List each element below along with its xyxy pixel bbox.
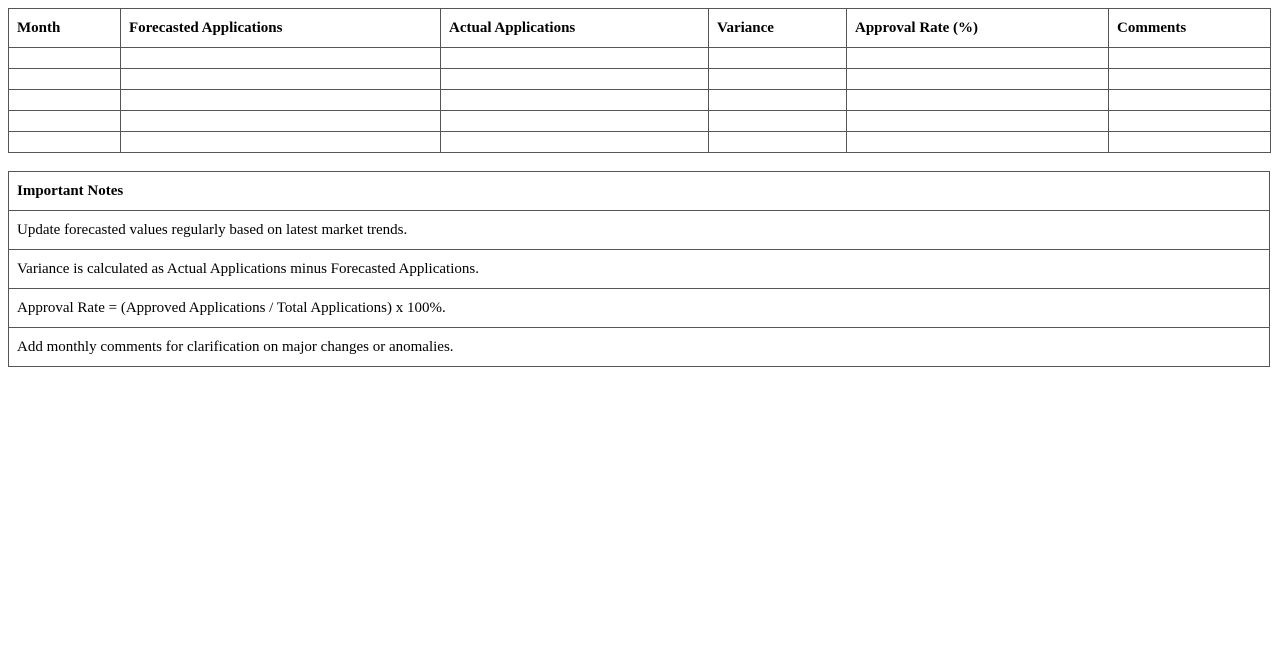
note-row: [9, 289, 1270, 328]
table-row: [9, 111, 1271, 132]
note-row: [9, 328, 1270, 367]
notes-table-header: [9, 172, 1270, 211]
header-row: [9, 9, 1271, 48]
note-item: Variance is calculated as Actual Applications minus Forecasted Applications.: [9, 250, 1270, 289]
cell-comments: [1109, 69, 1271, 90]
cell-variance: [709, 132, 847, 153]
cell-month: [9, 48, 121, 69]
note-row: [9, 250, 1270, 289]
header-actual-applications: Actual Applications: [441, 9, 709, 48]
note-row: [9, 211, 1270, 250]
cell-forecasted-applications: [121, 69, 441, 90]
document: [8, 8, 1270, 367]
table-row: [9, 132, 1271, 153]
notes-table: [8, 171, 1270, 367]
cell-approval-rate: [847, 132, 1109, 153]
cell-approval-rate: [847, 90, 1109, 111]
cell-actual-applications: [441, 69, 709, 90]
cell-forecasted-applications: [121, 48, 441, 69]
cell-variance: [709, 69, 847, 90]
header-variance: Variance: [709, 9, 847, 48]
cell-month: [9, 69, 121, 90]
note-item: Approval Rate = (Approved Applications / Total Applications) x 100%.: [9, 289, 1270, 328]
cell-comments: [1109, 111, 1271, 132]
cell-actual-applications: [441, 132, 709, 153]
table-row: [9, 90, 1271, 111]
notes-table-body: [9, 211, 1270, 367]
cell-variance: [709, 90, 847, 111]
forecast-table-body: [9, 48, 1271, 153]
cell-comments: [1109, 48, 1271, 69]
note-item: Add monthly comments for clarification on major changes or anomalies.: [9, 328, 1270, 367]
cell-actual-applications: [441, 111, 709, 132]
header-approval-rate: Approval Rate (%): [847, 9, 1109, 48]
header-comments: Comments: [1109, 9, 1271, 48]
cell-comments: [1109, 90, 1271, 111]
header-forecasted-applications: Forecasted Applications: [121, 9, 441, 48]
note-item: Update forecasted values regularly based on latest market trends.: [9, 211, 1270, 250]
forecast-table: [8, 8, 1271, 153]
cell-variance: [709, 111, 847, 132]
table-row: [9, 69, 1271, 90]
cell-actual-applications: [441, 90, 709, 111]
cell-forecasted-applications: [121, 132, 441, 153]
notes-title: Important Notes: [9, 172, 1270, 211]
cell-month: [9, 111, 121, 132]
cell-forecasted-applications: [121, 90, 441, 111]
cell-comments: [1109, 132, 1271, 153]
cell-variance: [709, 48, 847, 69]
cell-approval-rate: [847, 111, 1109, 132]
header-month: Month: [9, 9, 121, 48]
cell-month: [9, 90, 121, 111]
cell-approval-rate: [847, 69, 1109, 90]
cell-month: [9, 132, 121, 153]
table-row: [9, 48, 1271, 69]
notes-header-row: [9, 172, 1270, 211]
cell-approval-rate: [847, 48, 1109, 69]
forecast-table-header: [9, 9, 1271, 48]
cell-actual-applications: [441, 48, 709, 69]
cell-forecasted-applications: [121, 111, 441, 132]
